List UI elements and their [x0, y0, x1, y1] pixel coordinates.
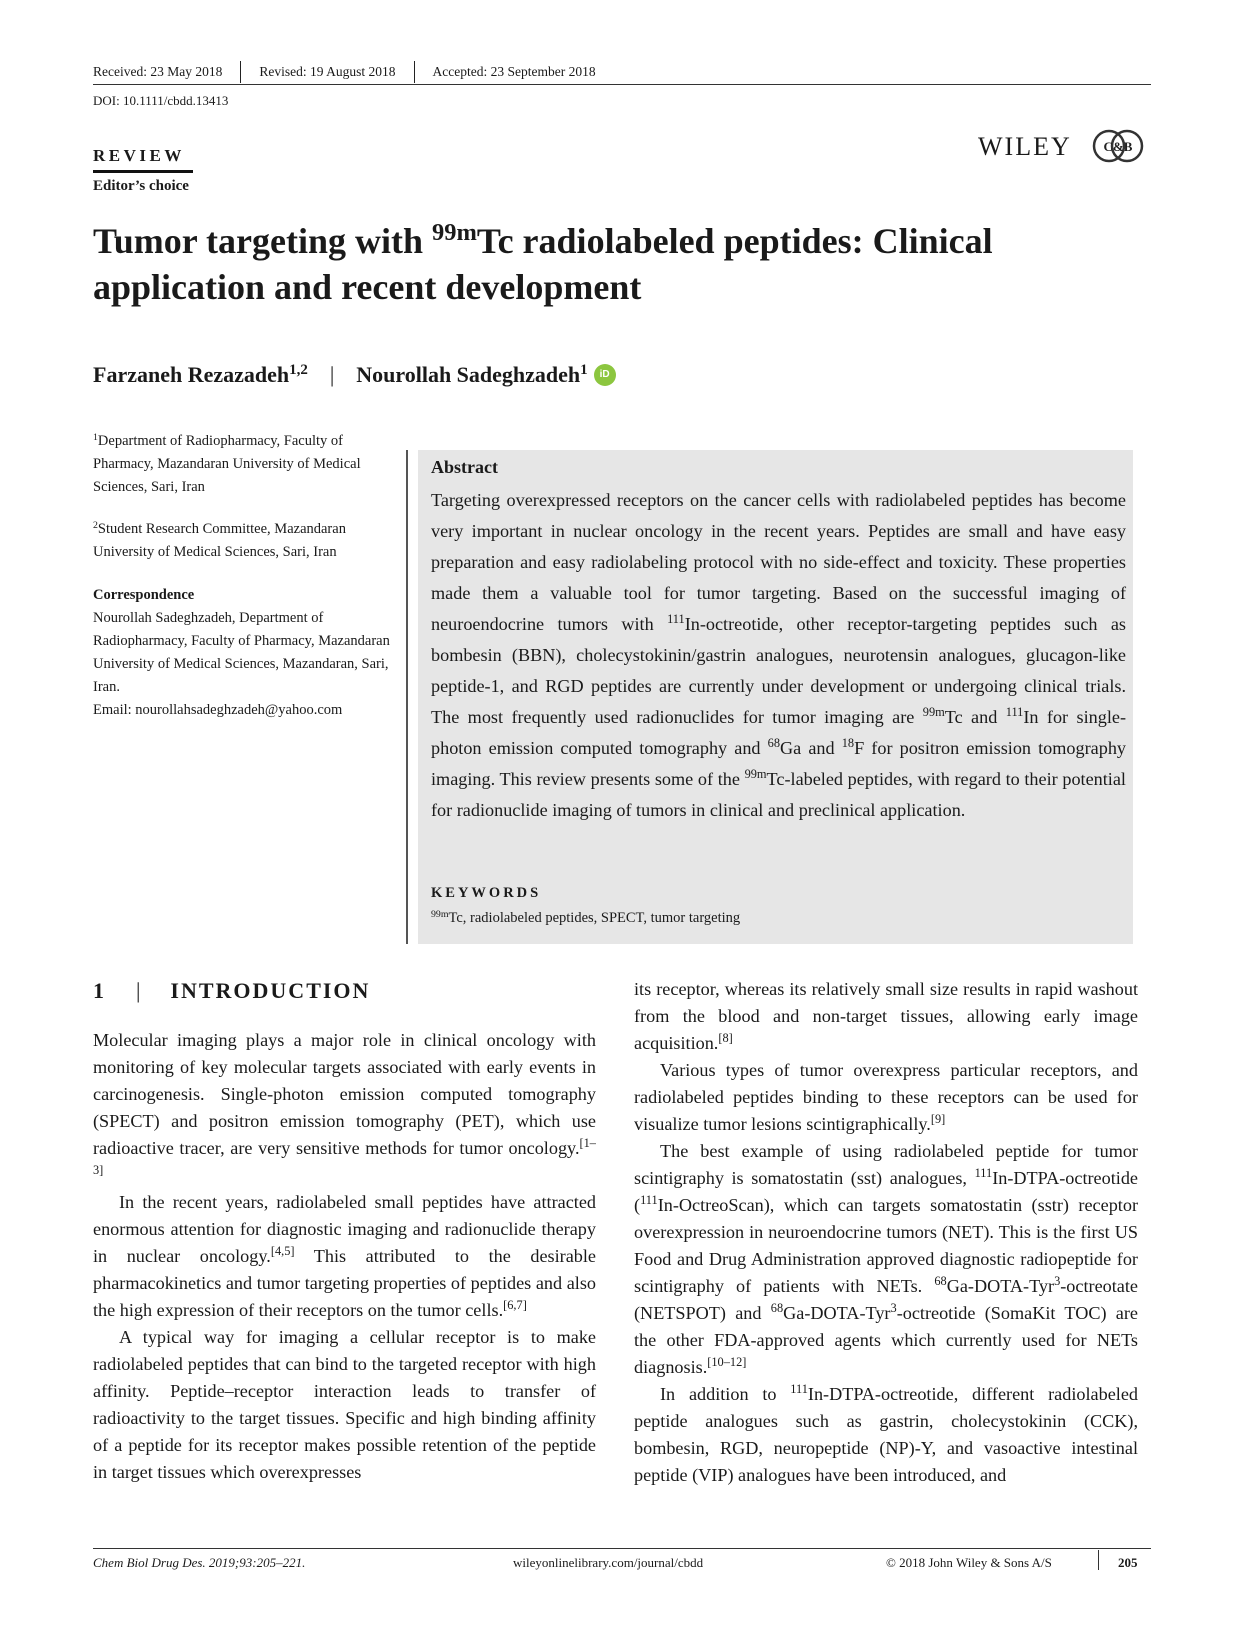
citation-ref[interactable]: [8]: [718, 1031, 733, 1046]
journal-logo-icon: [1092, 128, 1144, 164]
author-name[interactable]: Nourollah Sadeghzadeh$^1$: [356, 361, 588, 387]
section-title: INTRODUCTION: [170, 978, 371, 1003]
page-number: 205: [1118, 1555, 1138, 1570]
doi[interactable]: DOI: 10.1111/cbdd.13413: [93, 93, 229, 108]
footer-copyright: © 2018 John Wiley & Sons A/S: [886, 1555, 1052, 1570]
author-list: [93, 362, 616, 388]
correspondence-heading: Correspondence: [93, 587, 195, 603]
abstract-text: Targeting overexpressed receptors on the cancer cells with radiolabeled peptides has become very important in nuclear oncology in the recent years. Peptides are small and have easy preparation and easy radiolabeling protocol with no side-effect and toxicity. These properties made them a valuable tool for tumor targeting. Based on the successful imaging of neuroendocrine tumors with $^{111}$In-octreotide, other receptor-targeting peptides such as bombesin (BBN), cholecystokinin/gastrin analogues, neurotensin analogues, glucagon-like peptide-1, and RGD peptides are currently under development or undergoing clinical trials. The most frequently used radionuclides for tumor imaging are $^{99m}$Tc and $^{111}$In for single-photon emission computed tomography and $^{68}$Ga and $^{18}$F for positron emission tomography imaging. This review presents some of the $^{99m}$Tc-labeled peptides, with regard to their potential for radionuclide imaging of tumors in clinical and preclinical application.: [431, 490, 1127, 820]
paragraph: Various types of tumor overexpress particular receptors, and radiolabeled peptides binding to these receptors can be used for visualize tumor lesions scintigraphically.[9]: [634, 1060, 1138, 1134]
paragraph: Molecular imaging plays a major role in clinical oncology with monitoring of key molecular targets associated with early events in carcinogenesis. Single-photon emission computed tomography (SPECT) and positron emission tomography (PET), which use radioactive tracer, are very sensitive methods for tumor oncology.[1–3]: [93, 1030, 596, 1178]
section-separator: |: [136, 978, 141, 1003]
header-rule: [93, 84, 1151, 85]
section-number: 1: [93, 978, 106, 1003]
author-name[interactable]: Farzaneh Rezazadeh$^{1,2}$: [93, 361, 308, 387]
section-heading: [93, 978, 370, 1004]
date-separator: [240, 61, 241, 83]
accepted-date: Accepted: 23 September 2018: [432, 64, 596, 79]
citation-ref[interactable]: [1–3]: [93, 1136, 596, 1178]
date-separator: [414, 61, 415, 83]
footer-rule: [93, 1548, 1151, 1549]
paragraph: A typical way for imaging a cellular receptor is to make radiolabeled peptides that can bind to the targeted receptor with high affinity. Peptide–receptor interaction leads to transfer of radioactivity to the target tissues. Specific and high binding affinity of a peptide for its receptor makes possible retention of the peptide in target tissues which overexpresses: [93, 1327, 596, 1482]
editors-choice: Editor’s choice: [93, 178, 189, 194]
right-column: [634, 976, 1138, 1489]
author-separator: |: [329, 362, 335, 387]
keywords-heading: KEYWORDS: [431, 885, 542, 901]
paragraph: In the recent years, radiolabeled small peptides have attracted enormous attention for diagnostic imaging and radionuclide therapy in nuclear oncology.[4,5] This attributed to the desirable pharmacokinetics and tumor targeting properties of peptides and also the high expression of their receptors on the tumor cells.[6,7]: [93, 1192, 596, 1320]
affiliation-2: $^2$Student Research Committee, Mazandaran University of Medical Sciences, Sari, Iran: [93, 519, 346, 560]
citation-ref[interactable]: [10–12]: [707, 1355, 747, 1370]
footer-separator: [1098, 1550, 1099, 1570]
abstract-heading: Abstract: [431, 457, 498, 477]
revised-date: Revised: 19 August 2018: [259, 64, 396, 79]
article-title: Tumor targeting with $^{99m}$Tc radiolabeled peptides: Clinical application and recent development: [93, 218, 993, 307]
correspondence: [93, 584, 393, 722]
left-column: [93, 1027, 596, 1486]
publisher-logo: WILEY: [978, 132, 1072, 161]
correspondence-address: Nourollah Sadeghzadeh, Department of Radiopharmacy, Faculty of Pharmacy, Mazandaran University of Medical Sciences, Mazandaran, Sari, Iran.: [93, 610, 390, 695]
paragraph: In addition to $^{111}$In-DTPA-octreotide, different radiolabeled peptide analogues such as gastrin, cholecystokinin (CCK), bombesin, RGD, neuropeptide (NP)-Y, and vasoactive intestinal peptide (VIP) analogues have been introduced, and: [634, 1382, 1138, 1485]
citation-ref[interactable]: [6,7]: [503, 1298, 527, 1313]
article-dates: [93, 61, 596, 83]
article-type-rule: [93, 170, 193, 173]
paragraph: The best example of using radiolabeled peptide for tumor scintigraphy is somatostatin (sst) analogues, $^{111}$In-DTPA-octreotide ($^{111}$In-OctreoScan), which can targets somatostatin (sstr) receptor overexpression in neuroendocrine tumors (NET). This is the first US Food and Drug Administration approved diagnostic radiopeptide for scintigraphy of patients with NETs. $^{68}$Ga-DOTA-Tyr$^3$-octreotate (NETSPOT) and $^{68}$Ga-DOTA-Tyr$^3$-octreotide (SomaKit TOC) are the other FDA-approved agents which currently used for NETs diagnosis.[10–12]: [634, 1141, 1138, 1377]
received-date: Received: 23 May 2018: [93, 64, 223, 79]
article-type: REVIEW: [93, 146, 185, 165]
citation-ref[interactable]: [4,5]: [270, 1244, 295, 1259]
keywords-text: $^{99m}$Tc, radiolabeled peptides, SPECT, tumor targeting: [431, 908, 741, 926]
citation-ref[interactable]: [9]: [930, 1112, 946, 1127]
footer-citation: Chem Biol Drug Des. 2019;93:205–221.: [93, 1555, 306, 1570]
footer-url[interactable]: wileyonlinelibrary.com/journal/cbdd: [513, 1555, 704, 1570]
abstract-rule: [406, 450, 408, 944]
journal-logo-text: C&B: [1103, 139, 1133, 154]
affiliation-1: $^1$Department of Radiopharmacy, Faculty of Pharmacy, Mazandaran University of Medical Sciences, Sari, Iran: [93, 431, 361, 495]
paragraph: its receptor, whereas its relatively small size results in rapid washout from the blood and non-target tissues, allowing early image acquisition.[8]: [634, 979, 1138, 1053]
correspondence-email[interactable]: Email: nourollahsadeghzadeh@yahoo.com: [93, 702, 343, 718]
orcid-icon[interactable]: iD: [594, 364, 616, 386]
